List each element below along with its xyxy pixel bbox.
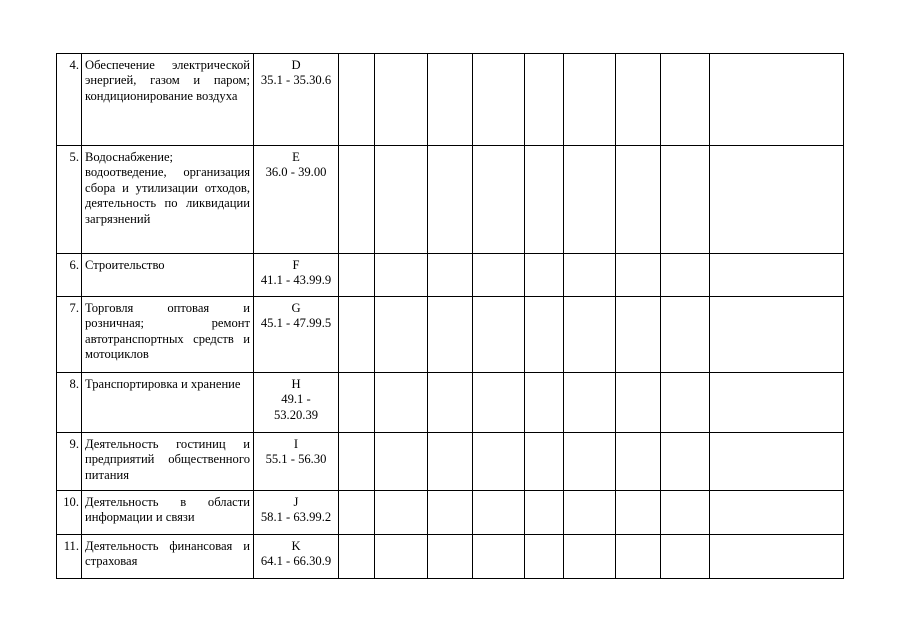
okved-table (56, 53, 844, 579)
okved-range: 41.1 - 43.99.9 (260, 273, 332, 288)
activity-name: Транспортировка и хранение (82, 373, 254, 433)
okved-code-cell (254, 535, 339, 579)
okved-range: 55.1 - 56.30 (265, 452, 327, 467)
empty-cell (710, 491, 844, 535)
empty-cell (375, 254, 428, 297)
empty-cell (661, 535, 710, 579)
activity-name: Водоснабжение; водоотведение, организация сбора и утилизации отходов, деятельность по ликвидации загрязнений (82, 146, 254, 254)
empty-cell (525, 297, 564, 373)
okved-code-cell (254, 146, 339, 254)
row-number: 8. (57, 373, 82, 433)
empty-cell (473, 297, 525, 373)
empty-cell (428, 146, 473, 254)
okved-section: D (291, 58, 301, 72)
empty-cell (564, 535, 616, 579)
activity-name: Деятельность финансовая и страховая (82, 535, 254, 579)
empty-cell (339, 535, 375, 579)
okved-code-cell (254, 54, 339, 146)
empty-cell (375, 535, 428, 579)
row-number: 5. (57, 146, 82, 254)
empty-cell (661, 54, 710, 146)
empty-cell (616, 54, 661, 146)
empty-cell (473, 491, 525, 535)
empty-cell (428, 297, 473, 373)
empty-cell (375, 297, 428, 373)
empty-cell (525, 373, 564, 433)
empty-cell (710, 146, 844, 254)
table-row (57, 54, 844, 146)
activity-name: Обеспечение электрической энергией, газом и паром; кондиционирование воздуха (82, 54, 254, 146)
empty-cell (661, 297, 710, 373)
empty-cell (616, 254, 661, 297)
empty-cell (564, 491, 616, 535)
okved-range: 35.1 - 35.30.6 (260, 73, 332, 88)
empty-cell (375, 146, 428, 254)
empty-cell (710, 254, 844, 297)
empty-cell (525, 254, 564, 297)
empty-cell (564, 146, 616, 254)
table-row (57, 373, 844, 433)
table-row (57, 535, 844, 579)
empty-cell (473, 433, 525, 491)
empty-cell (661, 254, 710, 297)
empty-cell (710, 433, 844, 491)
row-number: 11. (57, 535, 82, 579)
empty-cell (428, 433, 473, 491)
okved-section: F (292, 258, 300, 272)
okved-section: H (291, 377, 301, 391)
okved-code-cell (254, 433, 339, 491)
empty-cell (564, 297, 616, 373)
table-row (57, 297, 844, 373)
empty-cell (616, 491, 661, 535)
okved-section: J (293, 495, 299, 509)
empty-cell (710, 373, 844, 433)
row-number: 10. (57, 491, 82, 535)
empty-cell (339, 146, 375, 254)
okved-section: K (291, 539, 301, 553)
activity-name: Деятельность в области информации и связи (82, 491, 254, 535)
empty-cell (375, 491, 428, 535)
empty-cell (473, 146, 525, 254)
row-number: 7. (57, 297, 82, 373)
okved-code-cell (254, 491, 339, 535)
okved-range: 36.0 - 39.00 (265, 165, 327, 180)
empty-cell (473, 254, 525, 297)
okved-range: 64.1 - 66.30.9 (260, 554, 332, 569)
okved-code-cell (254, 297, 339, 373)
okved-section: E (292, 150, 300, 164)
empty-cell (564, 433, 616, 491)
empty-cell (564, 373, 616, 433)
empty-cell (339, 433, 375, 491)
empty-cell (339, 373, 375, 433)
empty-cell (375, 433, 428, 491)
empty-cell (710, 535, 844, 579)
okved-section: G (291, 301, 301, 315)
empty-cell (616, 535, 661, 579)
empty-cell (375, 373, 428, 433)
empty-cell (710, 54, 844, 146)
table-row (57, 433, 844, 491)
table-row (57, 491, 844, 535)
empty-cell (375, 54, 428, 146)
empty-cell (473, 373, 525, 433)
empty-cell (661, 373, 710, 433)
empty-cell (616, 297, 661, 373)
okved-range: 58.1 - 63.99.2 (260, 510, 332, 525)
empty-cell (710, 297, 844, 373)
table-row (57, 146, 844, 254)
empty-cell (428, 254, 473, 297)
empty-cell (616, 373, 661, 433)
activity-name: Деятельность гостиниц и предприятий общественного питания (82, 433, 254, 491)
okved-range: 49.1 - 53.20.39 (273, 392, 319, 422)
row-number: 9. (57, 433, 82, 491)
okved-code-cell (254, 373, 339, 433)
empty-cell (525, 54, 564, 146)
empty-cell (525, 146, 564, 254)
empty-cell (661, 146, 710, 254)
empty-cell (525, 433, 564, 491)
empty-cell (428, 491, 473, 535)
empty-cell (428, 54, 473, 146)
empty-cell (339, 491, 375, 535)
empty-cell (661, 433, 710, 491)
empty-cell (525, 491, 564, 535)
empty-cell (616, 433, 661, 491)
empty-cell (473, 54, 525, 146)
empty-cell (339, 254, 375, 297)
activity-name: Строительство (82, 254, 254, 297)
okved-range: 45.1 - 47.99.5 (260, 316, 332, 331)
empty-cell (616, 146, 661, 254)
okved-code-cell (254, 254, 339, 297)
empty-cell (428, 373, 473, 433)
row-number: 6. (57, 254, 82, 297)
table-row (57, 254, 844, 297)
empty-cell (661, 491, 710, 535)
empty-cell (525, 535, 564, 579)
empty-cell (428, 535, 473, 579)
empty-cell (564, 54, 616, 146)
empty-cell (339, 297, 375, 373)
okved-section: I (293, 437, 299, 451)
empty-cell (564, 254, 616, 297)
empty-cell (473, 535, 525, 579)
activity-name: Торговля оптовая и розничная; ремонт автотранспортных средств и мотоциклов (82, 297, 254, 373)
row-number: 4. (57, 54, 82, 146)
empty-cell (339, 54, 375, 146)
